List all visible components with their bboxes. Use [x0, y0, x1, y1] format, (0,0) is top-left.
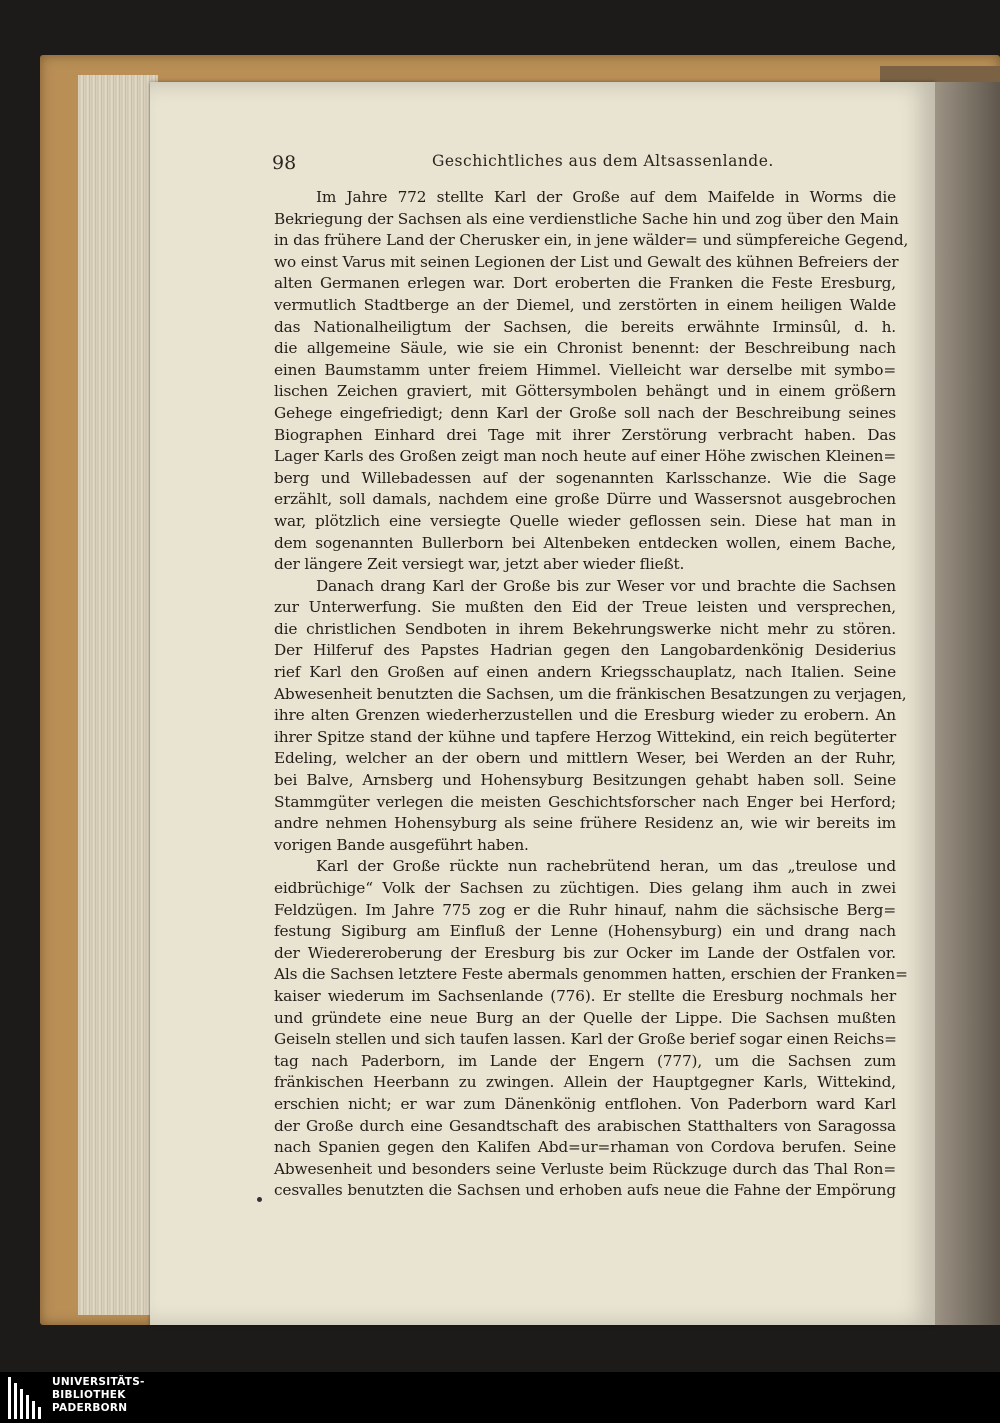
- text-line: nach Spanien gegen den Kalifen Abd=ur=rhaman von Cordova berufen. Seine: [274, 1138, 896, 1157]
- text-line: lischen Zeichen graviert, mit Göttersymbolen behängt und in einem größern: [274, 382, 896, 401]
- text-line: alten Germanen erlegen war. Dort eroberten die Franken die Feste Eresburg,: [274, 274, 896, 293]
- text-line: ihre alten Grenzen wiederherzustellen und die Eresburg wieder zu erobern. An: [274, 706, 896, 725]
- library-logo-icon: [8, 1377, 46, 1419]
- text-line: tag nach Paderborn, im Lande der Engern (777), um die Sachsen zum: [274, 1051, 896, 1070]
- logo-line: PADERBORN: [52, 1402, 128, 1414]
- text-line: Gehege eingefriedigt; denn Karl der Große soll nach der Beschreibung seines: [274, 403, 896, 422]
- text-line: Geiseln stellen und sich taufen lassen. Karl der Große berief sogar einen Reichs=: [274, 1030, 897, 1049]
- text-line: Edeling, welcher an der obern und mittlern Weser, bei Werden an der Ruhr,: [274, 749, 896, 768]
- text-line: in das frühere Land der Cherusker ein, in jene wälder= und sümpfereiche Gegend,: [274, 231, 909, 250]
- text-line: einen Baumstamm unter freiem Himmel. Vielleicht war derselbe mit symbo=: [274, 360, 896, 379]
- text-line: Lager Karls des Großen zeigt man noch heute auf einer Höhe zwischen Kleinen=: [274, 447, 896, 466]
- text-line: Der Hilferuf des Papstes Hadrian gegen den Langobardenkönig Desiderius: [274, 641, 896, 660]
- text-line: der Wiedereroberung der Eresburg bis zur Ocker im Lande der Ostfalen vor.: [274, 943, 896, 962]
- text-line: Danach drang Karl der Große bis zur Weser vor und brachte die Sachsen: [316, 576, 896, 595]
- text-line: erzählt, soll damals, nachdem eine große Dürre und Wassersnot ausgebrochen: [274, 490, 896, 509]
- text-line: berg und Willebadessen auf der sogenannten Karlsschanze. Wie die Sage: [274, 468, 896, 487]
- text-line: Als die Sachsen letztere Feste abermals genommen hatten, erschien der Franken=: [274, 965, 908, 984]
- text-line: bei Balve, Arnsberg und Hohensyburg Besitzungen gehabt haben soll. Seine: [274, 771, 896, 790]
- ink-dot: [257, 1197, 262, 1202]
- body-text: [274, 187, 909, 1202]
- text-line: Stammgüter verlegen die meisten Geschichtsforscher nach Enger bei Herford;: [274, 792, 896, 811]
- text-line: die allgemeine Säule, wie sie ein Chronist benennt: der Beschreibung nach: [274, 339, 896, 358]
- page-edges: [78, 75, 158, 1315]
- logo-line: BIBLIOTHEK: [52, 1389, 126, 1401]
- text-line: kaiser wiederum im Sachsenlande (776). Er stellte die Eresburg nochmals her: [274, 986, 896, 1005]
- text-line: Biographen Einhard drei Tage mit ihrer Zerstörung verbracht haben. Das: [274, 425, 896, 444]
- footer-bar: [0, 1372, 1000, 1423]
- text-line: Karl der Große rückte nun rachebrütend heran, um das „treulose und: [316, 857, 896, 876]
- text-line: vorigen Bande ausgeführt haben.: [274, 835, 529, 854]
- text-line: Abwesenheit und besonders seine Verluste beim Rückzuge durch das Thal Ron=: [274, 1159, 896, 1178]
- text-line: cesvalles benutzten die Sachsen und erhoben aufs neue die Fahne der Empörung: [274, 1181, 896, 1200]
- text-line: war, plötzlich eine versiegte Quelle wieder geflossen sein. Diese hat man in: [274, 511, 896, 530]
- text-line: eidbrüchige“ Volk der Sachsen zu züchtigen. Dies gelang ihm auch in zwei: [274, 879, 896, 897]
- text-line: Feldzügen. Im Jahre 775 zog er die Ruhr hinauf, nahm die sächsische Berg=: [274, 900, 896, 919]
- text-line: vermutlich Stadtberge an der Diemel, und zerstörten in einem heiligen Walde: [274, 295, 896, 314]
- library-logo-text: [52, 1376, 145, 1415]
- page-header: [272, 152, 897, 182]
- text-line: die christlichen Sendboten in ihrem Bekehrungswerke nicht mehr zu stören.: [274, 619, 896, 638]
- text-line: der Große durch eine Gesandtschaft des arabischen Statthalters von Saragossa: [274, 1116, 896, 1135]
- text-line: wo einst Varus mit seinen Legionen der List und Gewalt des kühnen Befreiers der: [274, 252, 899, 271]
- logo-line: UNIVERSITÄTS-: [52, 1376, 145, 1388]
- text-line: zur Unterwerfung. Sie mußten den Eid der Treue leisten und versprechen,: [274, 598, 896, 617]
- text-line: Abwesenheit benutzten die Sachsen, um die fränkischen Besatzungen zu verjagen,: [274, 684, 907, 703]
- running-title: Geschichtliches aus dem Altsassenlande.: [432, 152, 774, 170]
- page-gutter: [935, 82, 1000, 1325]
- text-line: der längere Zeit versiegt war, jetzt aber wieder fließt.: [274, 555, 685, 574]
- text-line: Im Jahre 772 stellte Karl der Große auf dem Maifelde in Worms die: [316, 188, 896, 206]
- text-line: fränkischen Heerbann zu zwingen. Allein der Hauptgegner Karls, Wittekind,: [274, 1073, 896, 1092]
- text-line: und gründete eine neue Burg an der Quelle der Lippe. Die Sachsen mußten: [274, 1008, 896, 1027]
- text-line: rief Karl den Großen auf einen andern Kriegsschauplatz, nach Italien. Seine: [274, 663, 896, 682]
- text-line: erschien nicht; er war zum Dänenkönig entflohen. Von Paderborn ward Karl: [274, 1094, 896, 1113]
- text-line: festung Sigiburg am Einfluß der Lenne (Hohensyburg) ein und drang nach: [274, 922, 896, 941]
- text-line: dem sogenannten Bullerborn bei Altenbeken entdecken wollen, einem Bache,: [274, 533, 896, 552]
- text-line: andre nehmen Hohensyburg als seine frühere Residenz an, wie wir bereits im: [274, 814, 896, 833]
- page-number: 98: [272, 152, 297, 174]
- text-line: Bekriegung der Sachsen als eine verdienstliche Sache hin und zog über den Main: [274, 209, 899, 228]
- text-line: das Nationalheiligtum der Sachsen, die bereits erwähnte Irminsûl, d. h.: [274, 317, 896, 336]
- text-line: ihrer Spitze stand der kühne und tapfere Herzog Wittekind, ein reich begüterter: [274, 727, 896, 746]
